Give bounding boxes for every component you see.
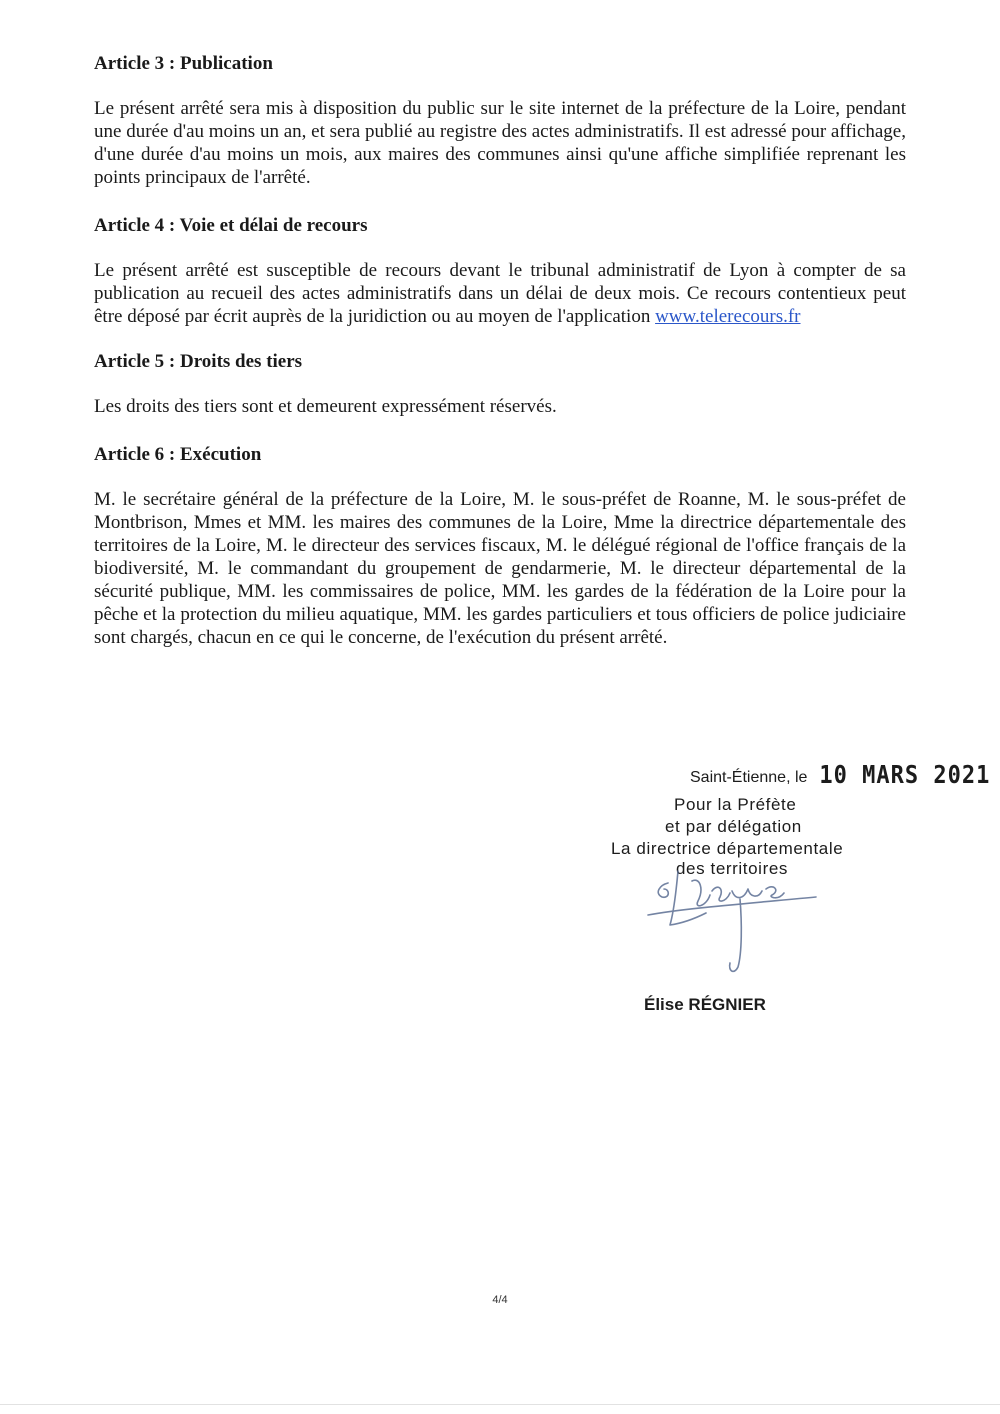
article-paragraph: Les droits des tiers sont et demeurent expressément réservés. (94, 396, 557, 417)
telerecours-link[interactable]: www.telerecours.fr (655, 306, 801, 327)
date-stamp: 10 MARS 2021 (819, 761, 991, 790)
delegation-line: et par délégation (665, 817, 802, 836)
page-number: 4/4 (492, 1294, 508, 1306)
article-heading: Article 6 : Exécution (94, 444, 262, 465)
article-6 (94, 443, 906, 649)
article-paragraph: M. le secrétaire général de la préfecture de la Loire, M. le sous-préfet de Roanne, M. le sous-préfet de Montbrison, Mmes et MM. les maires des communes de la Loire, Mme la directrice départementale des territoires de la Loire, M. le directeur des services fiscaux, M. le délégué régional de l'office français de la biodiversité, M. le commandant du groupement de gendarmerie, M. le directeur départemental de la sécurité publique, MM. les commissaires de police, MM. les gardes de la fédération de la Loire pour la pêche et la protection du milieu aquatique, MM. les gardes particuliers et tous officiers de police judiciaire sont chargés, chacun en ce qui le concerne, de l'exécution du présent arrêté. (94, 489, 906, 648)
delegation-line: La directrice départementale (611, 839, 844, 858)
signature-place: Saint-Étienne, le (690, 769, 808, 786)
article-paragraph-text: Le présent arrêté est susceptible de recours devant le tribunal administratif de Lyon à compter de sa publication au recueil des actes administratifs dans un délai de deux mois. Ce recours contentieux peut être déposé par écrit auprès de la juridiction ou au moyen de l'application (94, 260, 906, 327)
signer-name: Élise RÉGNIER (644, 995, 766, 1014)
article-4 (94, 214, 906, 328)
article-3 (94, 52, 906, 189)
signature-date-line (690, 763, 990, 788)
handwritten-signature-icon (640, 863, 830, 983)
article-5 (94, 350, 906, 418)
article-heading: Article 3 : Publication (94, 53, 273, 74)
delegation-line: Pour la Préfète (674, 795, 797, 814)
article-paragraph (94, 259, 906, 328)
article-paragraph: Le présent arrêté sera mis à disposition du public sur le site internet de la préfecture de la Loire, pendant une durée d'au moins un an, et sera publié au registre des actes administratifs. Il est adressé pour affichage, d'une durée d'au moins un mois, aux maires des communes ainsi qu'une affiche simplifiée reprenant les points principaux de l'arrêté. (94, 98, 906, 188)
article-heading: Article 5 : Droits des tiers (94, 351, 303, 372)
page-bottom-edge (0, 1404, 1000, 1405)
delegation-line: des territoires (676, 859, 788, 878)
article-heading: Article 4 : Voie et délai de recours (94, 215, 368, 236)
